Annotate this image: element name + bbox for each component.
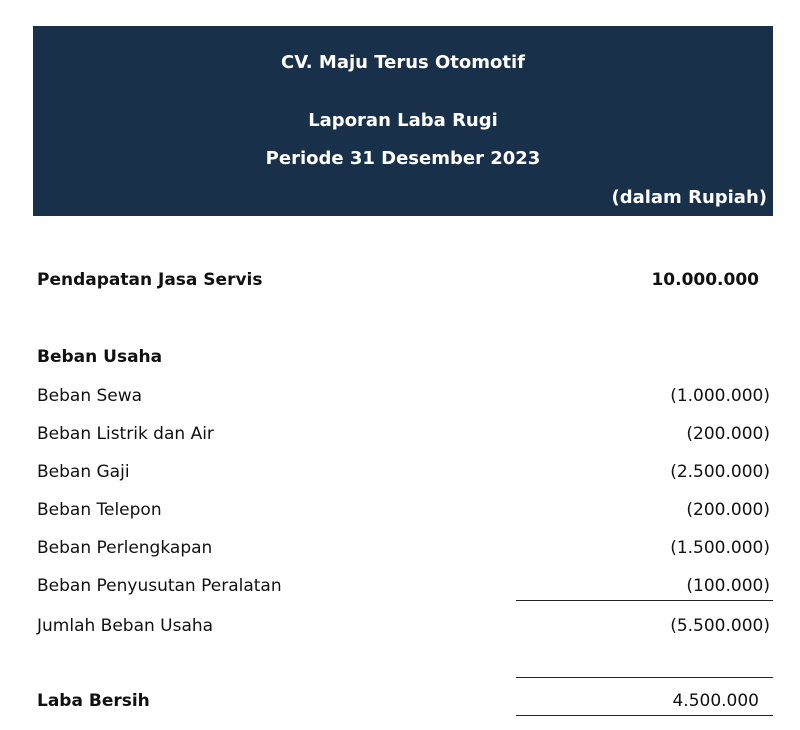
expenses-total-label: Jumlah Beban Usaha	[37, 616, 214, 636]
currency-unit: (dalam Rupiah)	[611, 187, 767, 208]
expense-value: (100.000)	[686, 576, 770, 596]
report-header	[33, 26, 773, 216]
expense-label: Beban Telepon	[37, 500, 162, 520]
expense-label: Beban Sewa	[37, 386, 143, 406]
total-rule-bottom	[516, 715, 773, 716]
net-income-row	[37, 691, 770, 717]
expense-value: (200.000)	[686, 424, 770, 444]
net-income-value: 4.500.000	[672, 691, 759, 711]
expenses-heading: Beban Usaha	[37, 347, 163, 367]
revenue-value: 10.000.000	[651, 270, 759, 290]
expense-value: (2.500.000)	[670, 462, 770, 482]
expense-label: Beban Penyusutan Peralatan	[37, 576, 282, 596]
report-period: Periode 31 Desember 2023	[265, 148, 541, 169]
expense-value: (1.500.000)	[670, 538, 770, 558]
expense-row	[37, 462, 770, 488]
expense-row	[37, 538, 770, 564]
expenses-heading-row	[37, 347, 770, 373]
expenses-total-row	[37, 616, 770, 642]
expense-value: (1.000.000)	[670, 386, 770, 406]
revenue-row	[37, 270, 770, 296]
expenses-total-value: (5.500.000)	[670, 616, 770, 636]
net-income-label: Laba Bersih	[37, 691, 150, 711]
total-rule-top	[516, 677, 773, 678]
expense-row	[37, 576, 770, 602]
expense-row	[37, 386, 770, 412]
expense-row	[37, 424, 770, 450]
revenue-label: Pendapatan Jasa Servis	[37, 270, 263, 290]
report-title: Laporan Laba Rugi	[308, 110, 498, 131]
expense-label: Beban Perlengkapan	[37, 538, 213, 558]
expense-value: (200.000)	[686, 500, 770, 520]
expense-label: Beban Gaji	[37, 462, 130, 482]
subtotal-rule	[516, 600, 773, 601]
company-name: CV. Maju Terus Otomotif	[280, 52, 525, 73]
expense-row	[37, 500, 770, 526]
expense-label: Beban Listrik dan Air	[37, 424, 214, 444]
